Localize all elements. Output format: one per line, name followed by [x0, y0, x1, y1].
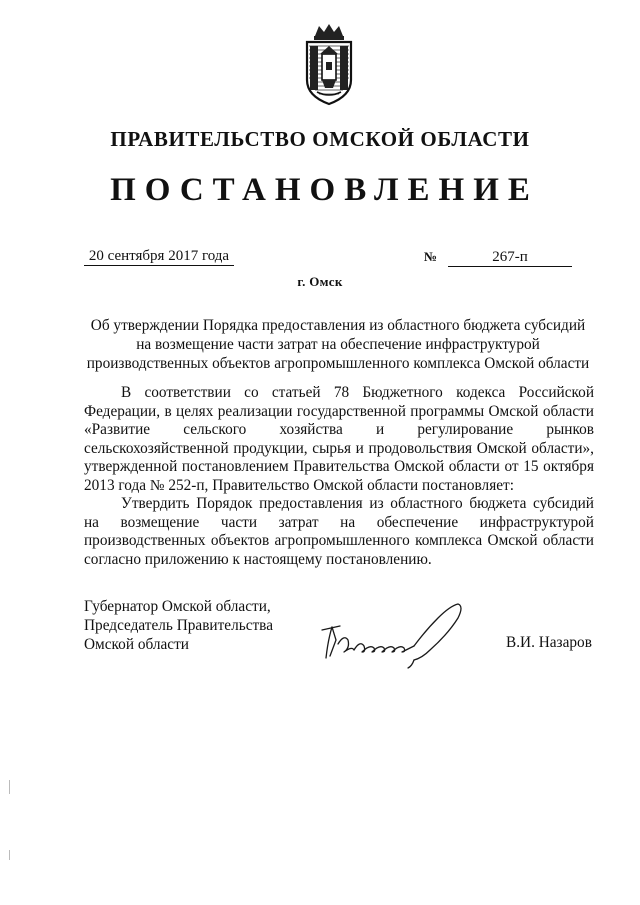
signer-name: В.И. Назаров	[506, 634, 592, 651]
city-label: г. Омск	[297, 274, 343, 289]
document-subject: Об утверждении Порядка предоставления из областного бюджета субсидий на возмещение части затрат на обеспечение инфраструктурой производственных объектов агропромышленного комплекса Омской области	[86, 317, 590, 372]
coat-of-arms-icon	[293, 22, 365, 106]
body-paragraph: Утвердить Порядок предоставления из областного бюджета субсидий на возмещение части затрат на обеспечение инфраструктурой производственных объектов агропромышленного комплекса Омской области согласно приложению к настоящему постановлению.	[84, 495, 594, 568]
scan-edge-mark	[9, 850, 10, 860]
document-date: 20 сентября 2017 года	[84, 248, 234, 266]
document-body	[84, 384, 594, 569]
signatory-line: Омской области	[84, 636, 189, 653]
signatory-position	[84, 597, 314, 654]
signatory-line: Председатель Правительства	[84, 617, 273, 634]
number-sign: №	[424, 249, 438, 264]
scan-edge-mark	[9, 780, 10, 794]
signatory-line: Губернатор Омской области,	[84, 598, 271, 615]
number-value: 267-п	[448, 249, 572, 267]
document-type: ПОСТАНОВЛЕНИЕ	[110, 172, 539, 208]
document-number	[424, 248, 576, 267]
signature-icon	[318, 600, 468, 670]
body-paragraph: В соответствии со статьей 78 Бюджетного кодекса Российской Федерации, в целях реализации государственной программы Омской области «Развитие сельского хозяйства и регулирование рынков сельскохозяйственной продукции, сырья и продовольствия Омской области», утвержденной постановлением Правительства Омской области от 15 октября 2013 года № 252-п, Правительство Омской области постановляет:	[84, 384, 594, 494]
government-name: ПРАВИТЕЛЬСТВО ОМСКОЙ ОБЛАСТИ	[110, 127, 530, 151]
